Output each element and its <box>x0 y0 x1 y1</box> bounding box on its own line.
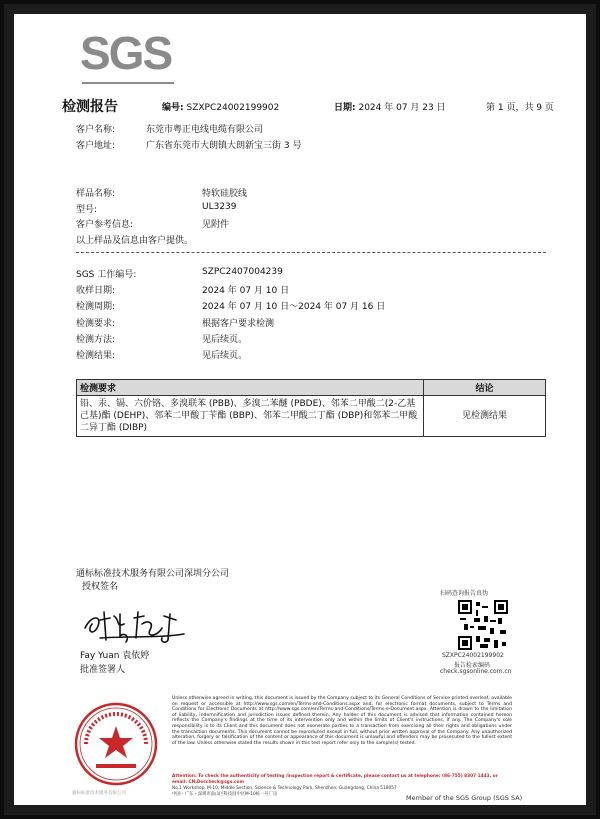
sgs-logo <box>80 24 176 88</box>
report-date <box>334 100 446 113</box>
test-period: 2024 年 07 月 10 日～2024 年 07 月 16 日 <box>202 302 386 312</box>
logo-underline <box>82 82 174 84</box>
report-date-value: 2024 年 07 月 23 日 <box>358 103 446 113</box>
page-info: 第 1 页，共 9 页 <box>486 103 554 113</box>
client-address: 广东省东莞市大朗镇大朗新宝三街 3 号 <box>146 141 302 151</box>
report-title: 检测报告 <box>62 99 118 115</box>
sample-model-label: 型号: <box>76 205 98 215</box>
client-name-label: 客户名称: <box>76 125 116 135</box>
result: 见后续页。 <box>202 351 248 361</box>
qr-code-icon <box>458 600 508 650</box>
table-header-requirement: 检测要求 <box>77 380 424 396</box>
table-cell-conclusion: 见检测结果 <box>424 396 546 437</box>
divider <box>76 252 546 253</box>
received-date: 2024 年 07 月 10 日 <box>202 286 290 296</box>
qr-sub-caption: 报告检索编码 <box>454 662 491 669</box>
auth-signature-label: 授权签名 <box>82 582 119 592</box>
address-en: No.1 Workshop, M-10, Middle Section, Science & Technology Park, Shenzhen, Guangdong, China 518057 <box>172 786 397 791</box>
client-name: 东莞市粤正电线电缆有限公司 <box>146 125 264 135</box>
received-label: 收样日期: <box>76 286 116 296</box>
sample-note: 以上样品及信息由客户提供。 <box>76 236 194 246</box>
disclaimer-text: Unless otherwise agreed in writing, this document is issued by the Company subject to its General Conditions of Service printed overleaf, available on request or accessible at http://www.sgs.com/en/Terms-and-Conditions.aspx and, for electronic format documents, subject to Terms and Conditions for Electronic Documents at http://www.sgs.com/en/Terms-and-Conditions/Terms-e-Document.aspx. Attention is drawn to the limitation of liability, indemnification and jurisdiction issues defined therein. Any holder of this document is advised that information contained hereon reflects the Company's findings at the time of its intervention only and within the limits of Client's instructions, if any. The Company's sole responsibility is to its Client and this document does not exonerate parties to a transaction from exercising all their rights and obligations under the transaction documents. This document cannot be reproduced except in full, without prior written approval of the Company. Any unauthorized alteration, forgery or falsification of the content or appearance of this document is unlawful and offenders may be prosecuted to the fullest extent of the law. Unless otherwise stated the results shown in this test report refer only to the sample(s) tested. <box>172 696 512 746</box>
table-cell-requirement: 铅、汞、镉、六价铬、多溴联苯 (PBB)、多溴二苯醚 (PBDE)、邻苯二甲酸二(2-乙基己基)酯 (DEHP)、邻苯二甲酸丁苄酯 (BBP)、邻苯二甲酸二丁酯 (DBP)和邻苯二甲酸二异丁酯 (DIBP) <box>77 396 424 437</box>
requirement-label: 检测要求: <box>76 319 116 329</box>
official-stamp <box>72 700 160 788</box>
authenticity-notice: Attention: To check the authenticity of testing /inspection report & certificate, please contact us at telephone: (86-755) 8307 1443, or email: CN.Doccheck@sgs.com <box>172 774 498 785</box>
sample-name-label: 样品名称: <box>76 189 116 199</box>
signer-role: 批准签署人 <box>80 665 126 675</box>
sgs-logo-text: SGS <box>80 27 172 79</box>
sample-model: UL3239 <box>202 202 237 212</box>
sample-ref-label: 客户参考信息: <box>76 220 134 230</box>
method-label: 检测方法: <box>76 335 116 345</box>
test-summary-table <box>76 379 546 437</box>
period-label: 检测周期: <box>76 302 116 312</box>
table-header-conclusion: 结论 <box>424 380 546 396</box>
qr-caption: 扫码查询报告真伪 <box>440 590 489 597</box>
address-cn: 中国・广东・深圳市南山区科技园中区M-10栋一号厂房 <box>172 792 278 797</box>
report-no <box>162 100 279 113</box>
report-date-label: 日期: <box>334 103 356 113</box>
qr-code-number: SZXPC24002199902 <box>442 652 504 659</box>
table-row <box>77 396 546 437</box>
requirement: 根据客户要求检测 <box>202 319 275 329</box>
signer-name: Fay Yuan 袁依婷 <box>80 651 150 661</box>
stamp-text: 通标标准技术服务有限公司 <box>72 791 126 796</box>
table-header-row <box>77 380 546 396</box>
job-no: SZPC2407004239 <box>202 267 283 277</box>
report-no-value: SZXPC24002199902 <box>186 103 280 113</box>
client-address-label: 客户地址: <box>76 141 116 151</box>
report-page <box>14 14 586 805</box>
result-label: 检测结果: <box>76 351 116 361</box>
sample-name: 特软硅胶线 <box>202 189 248 199</box>
member-line: Member of the SGS Group (SGS SA) <box>406 794 523 802</box>
method: 见后续页。 <box>202 335 248 345</box>
handwritten-signature <box>80 606 190 646</box>
sample-ref: 见附件 <box>202 220 230 230</box>
signing-company: 通标标准技术服务有限公司深圳分公司 <box>76 569 230 579</box>
job-no-label: SGS 工作编号: <box>76 270 137 280</box>
report-no-label: 编号: <box>162 103 184 113</box>
qr-site: check.sgsonline.com.cn <box>440 668 512 675</box>
